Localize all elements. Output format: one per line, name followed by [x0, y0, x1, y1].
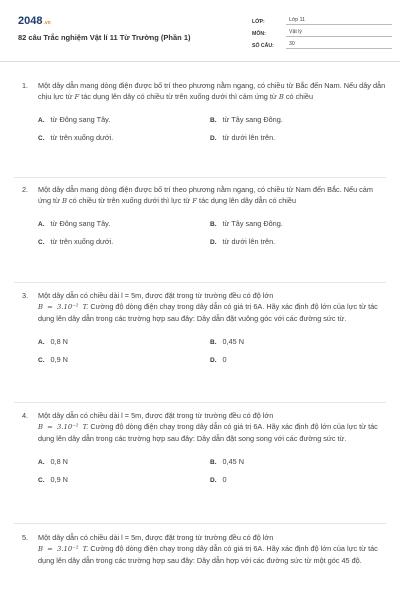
- page-header: [0, 0, 400, 62]
- question-divider: [14, 402, 386, 403]
- formula-b: B = 3.10⁻² T.: [38, 545, 89, 554]
- meta-info: [252, 14, 392, 50]
- meta-row-class: LỚP: Lớp 11: [252, 14, 392, 25]
- option-c[interactable]: C. từ trên xuống dưới.: [38, 133, 114, 143]
- question-divider: [14, 282, 386, 283]
- answer-options: [22, 219, 386, 246]
- option-c[interactable]: C. 0,9 N: [38, 354, 68, 364]
- question-2: [22, 184, 386, 246]
- option-d[interactable]: D. 0: [210, 474, 227, 484]
- option-b[interactable]: B. từ Tây sang Đông.: [210, 115, 283, 125]
- option-a[interactable]: A. từ Đông sang Tây.: [38, 219, 111, 229]
- question-text: 2. Một dây dẫn mang dòng điện được bố trí theo phương nằm ngang, có chiều từ Nam đến Bắc. Nếu cảm ứng từ B có chiều từ trên xuống dưới thì lực từ F tác dụng lên dây dẫn có chiều: [22, 185, 373, 206]
- formula-b: B = 3.10⁻² T.: [38, 303, 89, 312]
- option-d[interactable]: D. từ dưới lên trên.: [210, 237, 276, 247]
- question-text: 1. Một dây dẫn mang dòng điện được bố trí theo phương nằm ngang, có chiều từ Bắc đến Nam. Nếu dây dẫn chịu lực từ F tác dụng lên dây có chiều từ trên xuống dưới thì cảm ứng từ B có chiều: [22, 81, 386, 102]
- option-d[interactable]: D. 0: [210, 354, 227, 364]
- answer-options: [22, 457, 386, 484]
- question-divider: [14, 177, 386, 178]
- answer-options: [22, 115, 386, 142]
- option-b[interactable]: B. 0,45 N: [210, 456, 244, 466]
- question-1: [22, 80, 386, 142]
- question-4: [22, 410, 386, 484]
- document-title: 82 câu Trắc nghiệm Vật lí 11 Từ Trường (Phần 1): [18, 33, 191, 42]
- site-logo[interactable]: 2048.vn: [18, 15, 51, 27]
- question-3: [22, 290, 386, 364]
- meta-row-subject: MÔN: Vật lý: [252, 26, 392, 37]
- formula-b: B = 3.10⁻² T.: [38, 423, 89, 432]
- question-5: [22, 532, 386, 567]
- question-text: 4. Một dây dẫn có chiều dài l = 5m, được đặt trong từ trường đều có độ lớn B = 3.10⁻² T. Cường độ dòng điện chạy trong dây dẫn có giá trị 6A. Hãy xác định độ lớn của lực từ tác dụng lên dây dẫn trong các trường hợp sau đây: Dây dẫn đặt song song với các đường sức từ.: [22, 411, 378, 444]
- option-c[interactable]: C. 0,9 N: [38, 474, 68, 484]
- option-c[interactable]: C. từ trên xuống dưới.: [38, 237, 114, 247]
- option-d[interactable]: D. từ dưới lên trên.: [210, 133, 276, 143]
- option-a[interactable]: A. 0,8 N: [38, 336, 68, 346]
- option-a[interactable]: A. từ Đông sang Tây.: [38, 115, 111, 125]
- question-divider: [14, 523, 386, 524]
- question-text: 5. Một dây dẫn có chiều dài l = 5m, được đặt trong từ trường đều có độ lớn B = 3.10⁻² T. Cường độ dòng điện chạy trong dây dẫn có giá trị 6A. Hãy xác định độ lớn của lực từ tác dụng lên dây dẫn trong các trường hợp sau đây: Dây dẫn hợp với các đường sức từ một góc 45 độ.: [22, 533, 378, 566]
- option-b[interactable]: B. từ Tây sang Đông.: [210, 219, 283, 229]
- header-divider: [0, 61, 400, 62]
- meta-row-count: SỐ CÂU: 30: [252, 38, 392, 49]
- option-a[interactable]: A. 0,8 N: [38, 456, 68, 466]
- answer-options: [22, 337, 386, 364]
- question-text: 3. Một dây dẫn có chiều dài l = 5m, được đặt trong từ trường đều có độ lớn B = 3.10⁻² T. Cường độ dòng điện chạy trong dây dẫn có giá trị 6A. Hãy xác định độ lớn của lực từ tác dụng lên dây dẫn trong các trường hợp sau đây: Dây dẫn đặt vuông góc với các đường sức từ.: [22, 291, 378, 324]
- option-b[interactable]: B. 0,45 N: [210, 336, 244, 346]
